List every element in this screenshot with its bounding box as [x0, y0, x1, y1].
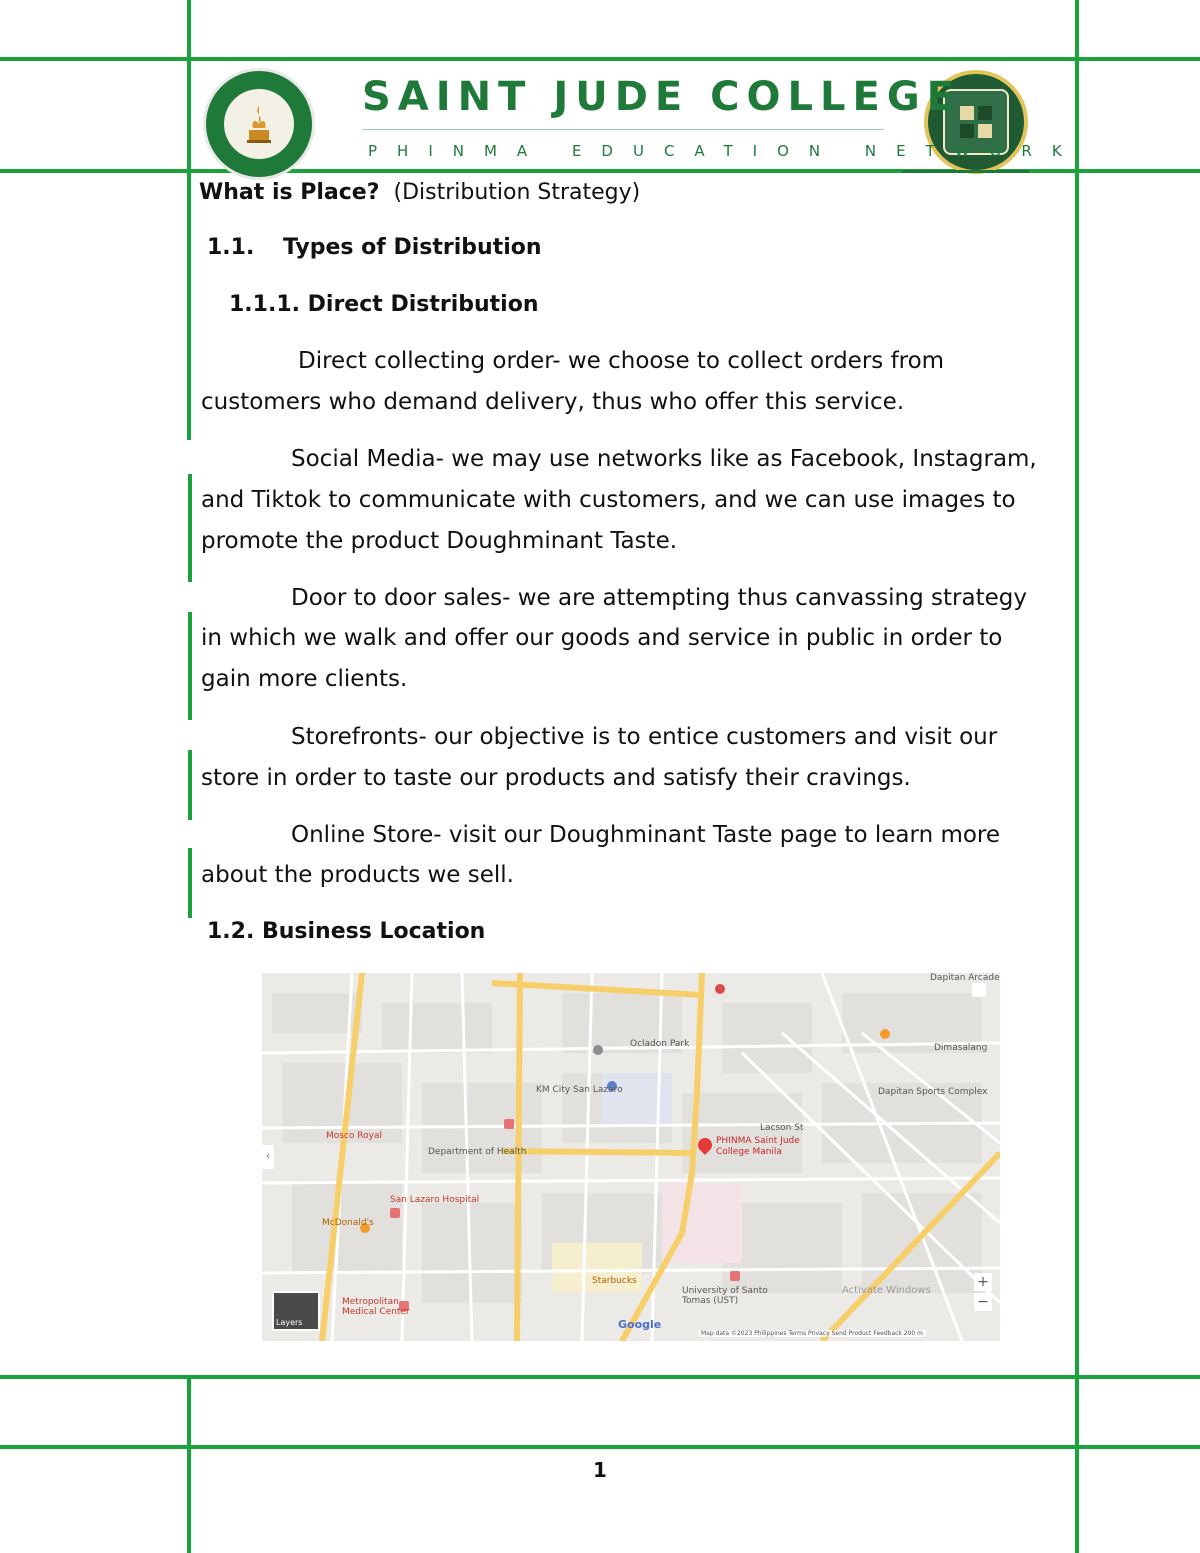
frame-line-bottom-1 — [0, 1375, 1200, 1379]
page-number: 1 — [593, 1458, 607, 1482]
hospital-pin-icon[interactable] — [730, 1271, 740, 1281]
map-layers-label: Layers — [276, 1318, 303, 1327]
map-layers-button[interactable] — [272, 1291, 320, 1331]
paragraph-1-line-1: Direct collecting order- we choose to collect orders from — [298, 348, 945, 374]
map-place-label-line-1: Metropolitan — [342, 1297, 399, 1307]
map-place-label-line-1: University of Santo — [682, 1286, 768, 1296]
hospital-pin-icon[interactable] — [504, 1119, 514, 1129]
map-place-label-line-2: Tomas (UST) — [682, 1296, 739, 1306]
page-title-rest: (Distribution Strategy) — [393, 180, 641, 205]
college-seal-icon — [203, 68, 315, 180]
map-pin-label — [716, 1136, 800, 1158]
map-place-label: Dimasalang — [934, 1043, 988, 1053]
frame-line-bottom-2 — [0, 1445, 1200, 1449]
paragraph-3-line-2: in which we walk and offer our goods and service in public in order to — [201, 625, 1003, 651]
map-place-label: McDonald's — [322, 1218, 374, 1228]
section-1-1-title: Types of Distribution — [283, 235, 542, 260]
paragraph-3-line-1: Door to door sales- we are attempting thus canvassing strategy — [291, 585, 1027, 611]
paragraph-5-line-1: Online Store- visit our Doughminant Taste page to learn more — [291, 822, 1001, 848]
map-place-label — [342, 1297, 410, 1317]
paragraph-1-line-2: customers who demand delivery, thus who offer this service. — [201, 389, 905, 415]
header-accent-bar — [902, 170, 1029, 173]
google-logo: Google — [618, 1318, 662, 1331]
paragraph-2-line-1: Social Media- we may use networks like as Facebook, Instagram, — [291, 446, 1037, 472]
hospital-pin-icon[interactable] — [390, 1208, 400, 1218]
map-zoom-out-button[interactable]: − — [974, 1293, 992, 1311]
section-1-2-title: 1.2. Business Location — [207, 919, 486, 944]
map-place-label: Mosco Royal — [326, 1131, 382, 1141]
section-1-1-1-title: 1.1.1. Direct Distribution — [229, 292, 539, 317]
network-name: PHINMA EDUCATION NETWORK — [368, 142, 1082, 160]
frame-line-top — [0, 57, 1200, 61]
page-title — [199, 180, 640, 205]
food-pin-icon[interactable] — [880, 1029, 890, 1039]
paragraph-4-line-2: store in order to taste our products and satisfy their cravings. — [201, 765, 911, 791]
map-place-label — [682, 1286, 768, 1306]
paragraph-3-line-3: gain more clients. — [201, 666, 408, 692]
map-place-label: Ocladon Park — [630, 1039, 690, 1049]
page-title-bold: What is Place? — [199, 180, 380, 205]
paragraph-2-line-2: and Tiktok to communicate with customers, and we can use images to — [201, 487, 1016, 513]
frame-line-right — [1075, 0, 1079, 1553]
map-pan-left-button[interactable]: ‹ — [262, 1145, 274, 1169]
paragraph-4-line-1: Storefronts- our objective is to entice customers and visit our — [291, 724, 998, 750]
paragraph-2-line-3: promote the product Doughminant Taste. — [201, 528, 678, 554]
map-place-label: Lacson St — [760, 1123, 804, 1133]
margin-mark-4 — [188, 848, 192, 918]
business-location-map[interactable] — [262, 973, 1000, 1341]
margin-mark-1 — [188, 474, 192, 582]
map-pegman-icon[interactable] — [972, 983, 986, 997]
map-place-label: San Lazaro Hospital — [390, 1195, 480, 1205]
paragraph-5-line-2: about the products we sell. — [201, 862, 514, 888]
map-place-label: Dapitan Sports Complex — [878, 1087, 988, 1097]
map-zoom-in-button[interactable]: + — [974, 1273, 992, 1291]
college-name: SAINT JUDE COLLEGE — [362, 74, 961, 120]
section-1-1-number: 1.1. — [207, 235, 255, 260]
map-place-label: KM City San Lazaro — [536, 1085, 623, 1095]
map-place-label: Department of Health — [428, 1147, 527, 1157]
margin-mark-2 — [188, 612, 192, 720]
map-place-label: Starbucks — [592, 1276, 637, 1286]
map-watermark: Activate Windows — [842, 1285, 931, 1296]
map-footer: Map data ©2023 Philippines Terms Privacy Send Product Feedback 200 m — [698, 1330, 926, 1337]
map-place-label-line-2: Medical Center — [342, 1307, 410, 1317]
frame-line-left — [187, 0, 191, 440]
map-pin-label-line-2: College Manila — [716, 1147, 782, 1157]
margin-mark-3 — [188, 750, 192, 820]
place-pin-icon[interactable] — [593, 1045, 603, 1055]
map-place-label: Dapitan Arcade — [930, 973, 1000, 983]
header-rule — [362, 129, 884, 130]
map-pin-label-line-1: PHINMA Saint Jude — [716, 1136, 800, 1146]
